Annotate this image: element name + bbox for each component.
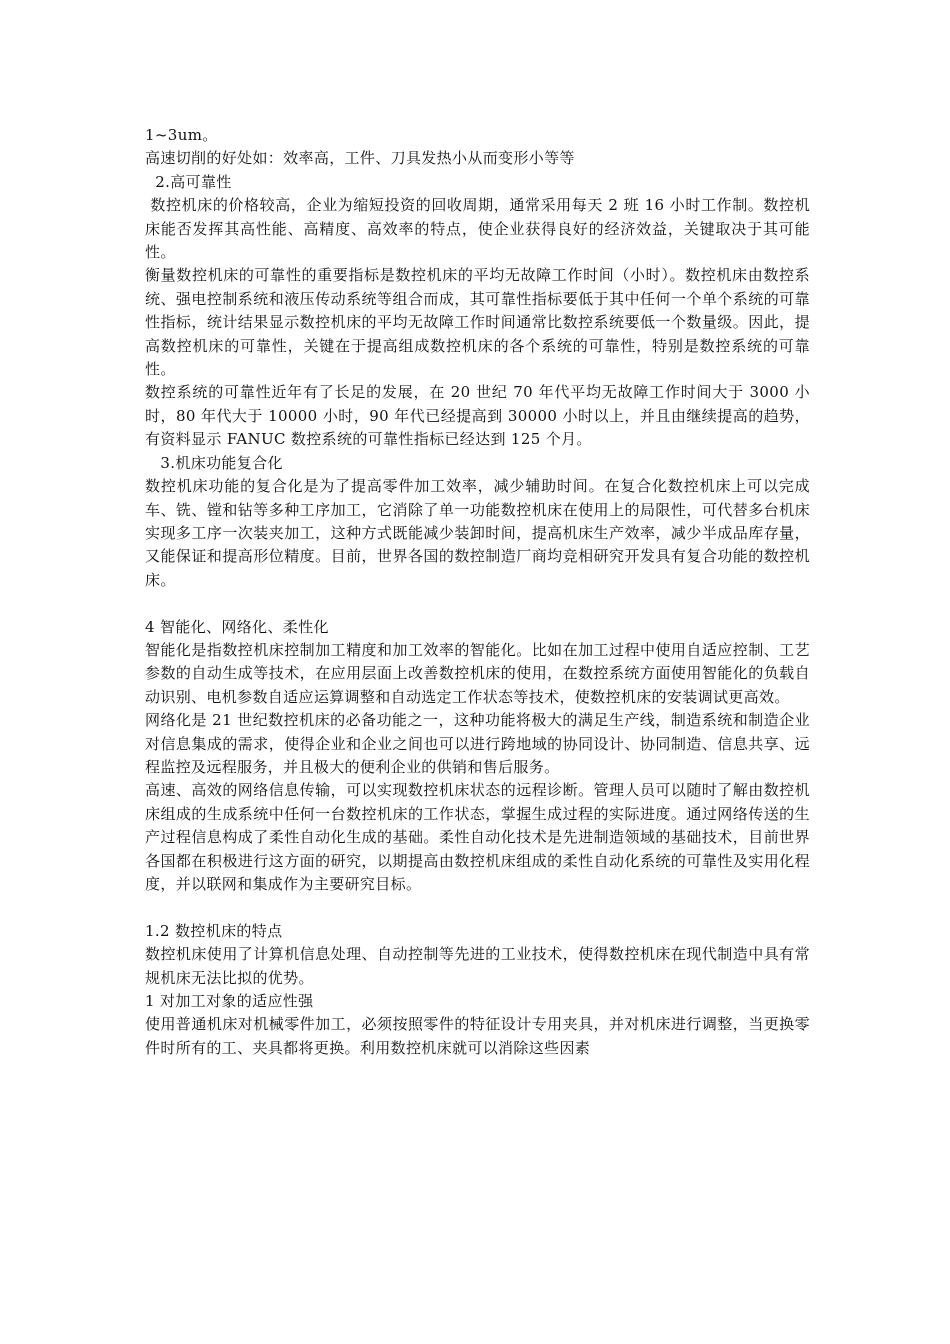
paragraph-tolerance: 1~3um。 [145, 126, 218, 144]
paragraph-cnc-advantages: 数控机床使用了计算机信息处理、自动控制等先进的工业技术，使得数控机床在现代制造中具有常规机床无法比拟的优势。 [145, 945, 810, 987]
paragraph-networking: 网络化是 21 世纪数控机床的必备功能之一，这种功能将极大的满足生产线，制造系统和制造企业对信息集成的需求，使得企业和企业之间也可以进行跨地域的协同设计、协同制造、信息共享、远程监控及远程服务，并且极大的便利企业的供销和售后服务。 [145, 711, 810, 776]
heading-function-compounding: 3.机床功能复合化 [145, 453, 283, 472]
paragraph-adaptability: 使用普通机床对机械零件加工，必须按照零件的特征设计专用夹具，并对机床进行调整，当更换零件时所有的工、夹具都将更换。利用数控机床就可以消除这些因素 [145, 1015, 810, 1057]
paragraph-remote-diagnosis: 高速、高效的网络信息传输，可以实现数控机床状态的远程诊断。管理人员可以随时了解由数控机床组成的生成系统中任何一台数控机床的工作状态，掌握生成过程的实际进度。通过网络传送的生产过程信息构成了柔性自动化生成的基础。柔性自动化技术是先进制造领域的基础技术，目前世界各国都在积极进行这方面的研究，以期提高由数控机床组成的柔性自动化系统的可靠性及实用化程度，并以联网和集成作为主要研究目标。 [145, 781, 810, 893]
blank-line [145, 896, 810, 919]
document-page [145, 124, 810, 1060]
paragraph-function-compounding: 数控机床功能的复合化是为了提高零件加工效率，减少辅助时间。在复合化数控机床上可以完成车、铣、镗和钻等多种工序加工，它消除了单一功能数控机床在使用上的局限性，可代替多台机床实现多工序一次装夹加工，这种方式既能减少装卸时间，提高机床生产效率，减少半成品库存量，又能保证和提高形位精度。目前，世界各国的数控制造厂商均竞相研究开发具有复合功能的数控机床。 [145, 477, 810, 589]
heading-adaptability: 1 对加工对象的适应性强 [145, 992, 314, 1010]
paragraph-high-speed-benefits: 高速切削的好处如：效率高，工件、刀具发热小从而变形小等等 [145, 149, 575, 168]
heading-high-reliability: 2.高可靠性 [145, 172, 232, 191]
blank-line [145, 592, 810, 615]
paragraph-reliability-progress: 数控系统的可靠性近年有了长足的发展，在 20 世纪 70 年代平均无故障工作时间大于 3000 小时，80 年代大于 10000 小时，90 年代已经提高到 30000 小时以上，并且由继续提高的趋势，有资料显示 FANUC 数控系统的可靠性指标已经达到 125 个月。 [145, 383, 810, 449]
heading-section-1-2: 1.2 数控机床的特点 [145, 921, 283, 940]
heading-intelligent-networked-flexible: 4 智能化、网络化、柔性化 [145, 617, 329, 636]
paragraph-reliability-measure: 衡量数控机床的可靠性的重要指标是数控机床的平均无故障工作时间（小时）。数控机床由数控系统、强电控制系统和液压传动系统等组合而成，其可靠性指标要低于其中任何一个单个系统的可靠性指标，统计结果显示数控机床的平均无故障工作时间通常比数控系统要低一个数量级。因此，提高数控机床的可靠性，关键在于提高组成数控机床的各个系统的可靠性，特别是数控系统的可靠性。 [145, 266, 810, 379]
paragraph-reliability-cost: 数控机床的价格较高，企业为缩短投资的回收周期，通常采用每天 2 班 16 小时工作制。数控机床能否发挥其高性能、高精度、高效率的特点，使企业获得良好的经济效益，关键取决于其可能性。 [145, 196, 811, 262]
paragraph-intelligence: 智能化是指数控机床控制加工精度和加工效率的智能化。比如在加工过程中使用自适应控制、工艺参数的自动生成等技术，在应用层面上改善数控机床的使用，在数控系统方面使用智能化的负载自动识别、电机参数自适应运算调整和自动选定工作状态等技术，使数控机床的安装调试更高效。 [145, 640, 810, 706]
